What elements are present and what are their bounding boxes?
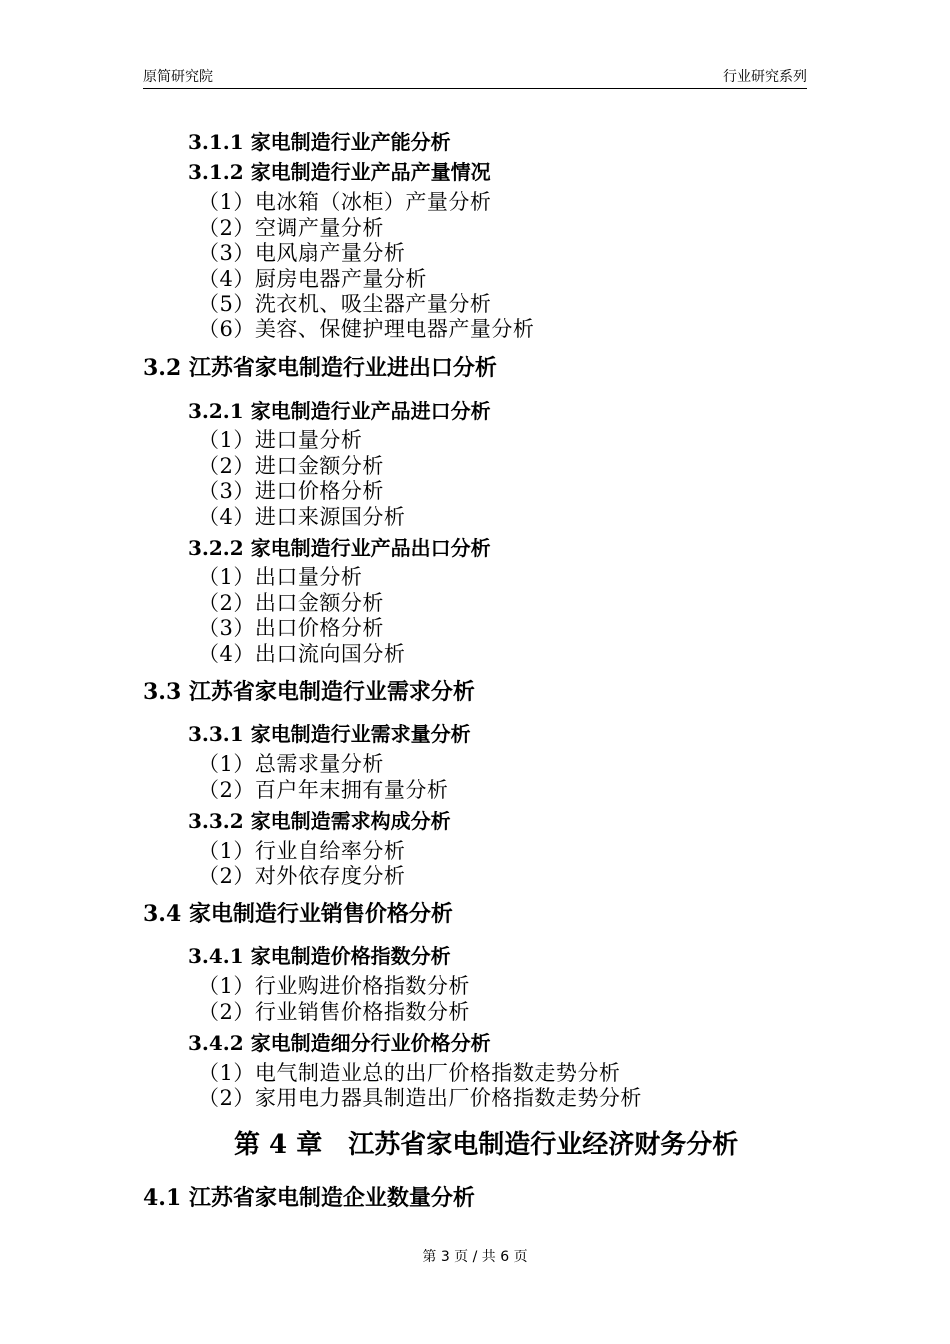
toc-section-3-4: 3.4 家电制造行业销售价格分析: [143, 901, 453, 927]
toc-item: （3）电风扇产量分析: [198, 241, 406, 265]
toc-item: （1）总需求量分析: [198, 752, 384, 776]
toc-item: （1）行业购进价格指数分析: [198, 974, 470, 998]
toc-item: （1）行业自给率分析: [198, 839, 406, 863]
toc-item: （2）进口金额分析: [198, 454, 384, 478]
toc-item: （4）厨房电器产量分析: [198, 267, 427, 291]
page-number: 第 3 页 / 共 6 页: [422, 1249, 528, 1265]
toc-subsection-3-4-1: 3.4.1 家电制造价格指数分析: [188, 944, 451, 968]
toc-subsection-3-4-2: 3.4.2 家电制造细分行业价格分析: [188, 1031, 491, 1055]
toc-item: （6）美容、保健护理电器产量分析: [198, 317, 535, 341]
page-header: [143, 66, 807, 89]
toc-subsection-3-1-2: 3.1.2 家电制造行业产品产量情况: [188, 160, 491, 184]
toc-subsection-3-3-1: 3.3.1 家电制造行业需求量分析: [188, 722, 471, 746]
toc-item: （2）空调产量分析: [198, 216, 384, 240]
toc-item: （2）家用电力器具制造出厂价格指数走势分析: [198, 1086, 642, 1110]
header-series: 行业研究系列: [723, 69, 807, 85]
header-publisher: 原简研究院: [143, 69, 213, 85]
toc-item: （1）进口量分析: [198, 428, 363, 452]
toc-item: （1）电气制造业总的出厂价格指数走势分析: [198, 1061, 621, 1085]
toc-item: （2）出口金额分析: [198, 591, 384, 615]
toc-item: （3）出口价格分析: [198, 616, 384, 640]
toc-item: （1）出口量分析: [198, 565, 363, 589]
toc-subsection-3-2-1: 3.2.1 家电制造行业产品进口分析: [188, 399, 491, 423]
toc-subsection-3-1-1: 3.1.1 家电制造行业产能分析: [188, 130, 451, 154]
toc-subsection-3-2-2: 3.2.2 家电制造行业产品出口分析: [188, 536, 491, 560]
toc-subsection-3-3-2: 3.3.2 家电制造需求构成分析: [188, 809, 451, 833]
toc-item: （3）进口价格分析: [198, 479, 384, 503]
toc-item: （2）百户年末拥有量分析: [198, 778, 449, 802]
toc-item: （5）洗衣机、吸尘器产量分析: [198, 292, 492, 316]
toc-section-3-3: 3.3 江苏省家电制造行业需求分析: [143, 679, 475, 705]
toc-chapter-4: 第 4 章 江苏省家电制造行业经济财务分析: [234, 1130, 739, 1160]
toc-item: （4）出口流向国分析: [198, 642, 406, 666]
toc-item: （2）行业销售价格指数分析: [198, 1000, 470, 1024]
toc-item: （1）电冰箱（冰柜）产量分析: [198, 190, 492, 214]
toc-section-4-1: 4.1 江苏省家电制造企业数量分析: [143, 1185, 475, 1211]
toc-item: （2）对外依存度分析: [198, 864, 406, 888]
toc-section-3-2: 3.2 江苏省家电制造行业进出口分析: [143, 355, 497, 381]
toc-item: （4）进口来源国分析: [198, 505, 406, 529]
